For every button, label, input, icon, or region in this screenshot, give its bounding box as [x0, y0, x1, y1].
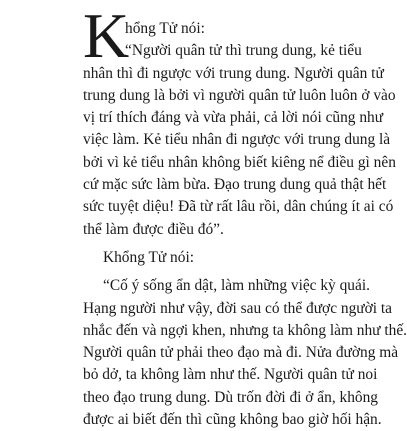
passage1-line-7: cứ mặc sức làm bừa. Đạo trung dung quả thật hết: [83, 176, 387, 194]
speaker-line-1: hổng Tử nói:: [125, 20, 205, 37]
passage2-line-5: bỏ dở, ta không làm như thế. Người quân tử noi: [83, 366, 378, 384]
passage2-line-7: được ai biết đến thì cũng không bao giờ hối hận.: [83, 411, 382, 429]
passage2-line-2: Hạng người như vậy, đời sau có thể được người ta: [83, 299, 392, 317]
passage1-line-4: vị trí thích đáng và vừa phải, cả lời nói cũng như: [83, 109, 384, 127]
passage2-line-6: theo đạo trung dung. Dù trốn đời đi ở ẩn, không: [83, 388, 378, 406]
passage2-line-3: nhắc đến và ngợi khen, nhưng ta không làm như thế.: [83, 321, 407, 339]
passage2-line-1: “Cố ý sống ẩn dật, làm những việc kỳ quái.: [103, 277, 370, 295]
passage1-line-3: trung dung là bởi vì người quân tử luôn luôn ở vào: [83, 86, 396, 104]
drop-cap: K: [83, 0, 130, 71]
passage1-line-9: thể làm được điều đó”.: [83, 220, 224, 238]
passage1-line-6: bởi vì kẻ tiểu nhân không biết kiêng nể điều gì nên: [83, 153, 396, 171]
passage1-line-8: sức tuyệt diệu! Đã từ rất lâu rồi, dân chúng ít ai có: [83, 198, 394, 216]
passage1-line-1: “Người quân tử thì trung dung, kẻ tiểu: [125, 42, 362, 60]
speaker-line-2: Khổng Tử nói:: [103, 248, 194, 266]
passage2-line-4: Người quân tử phải theo đạo mà đi. Nửa đường mà: [83, 344, 399, 362]
passage1-line-2: nhân thì đi ngược với trung dung. Người quân tử: [83, 64, 384, 82]
passage1-line-5: việc làm. Kẻ tiểu nhân đi ngược với trung dung là: [83, 131, 391, 149]
